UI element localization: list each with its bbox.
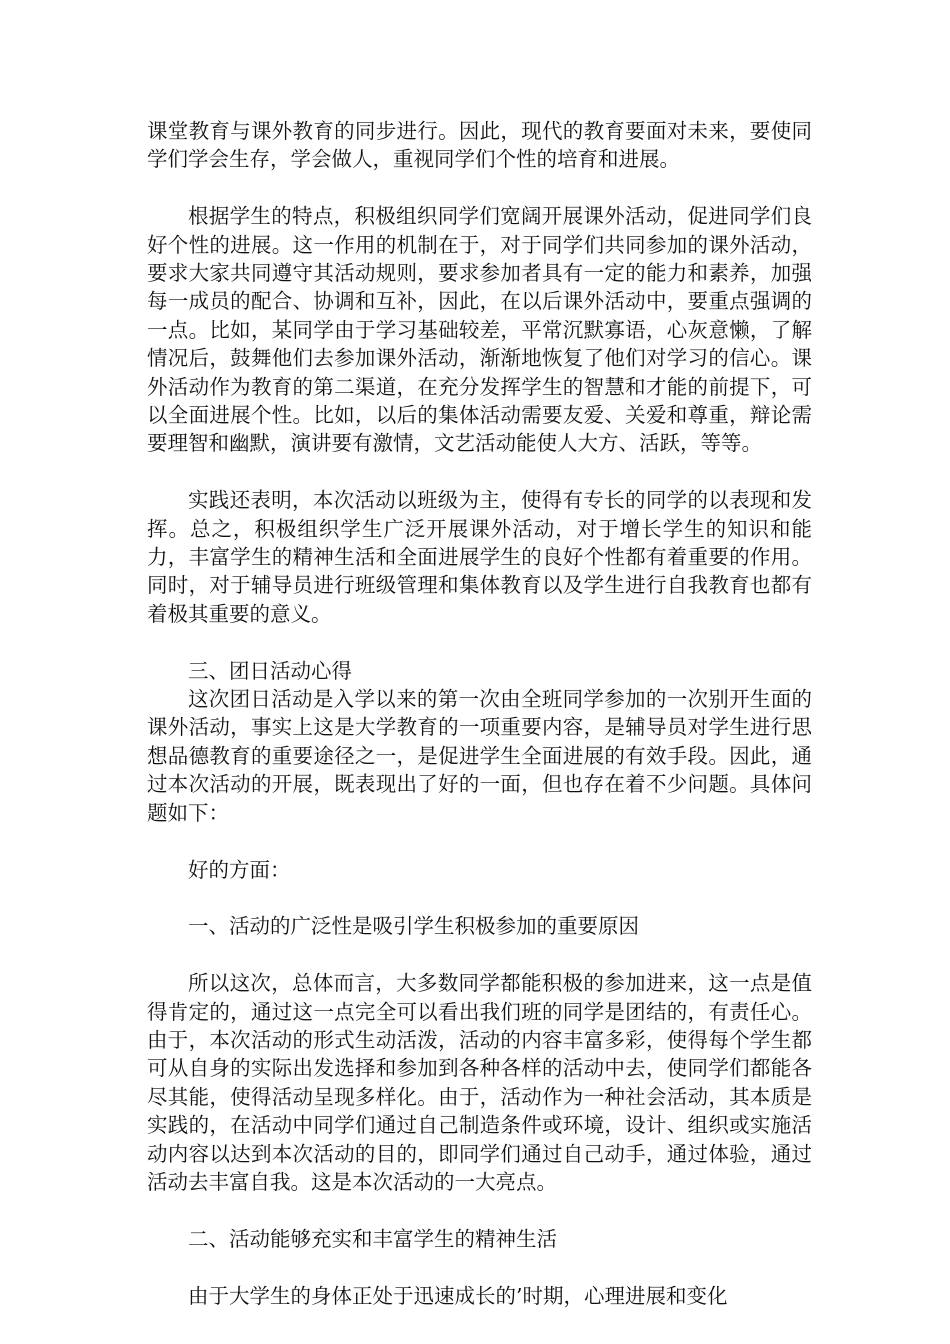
paragraph-gap — [147, 458, 812, 486]
point-heading-2: 二、活动能够充实和丰富学生的精神生活 — [188, 1226, 557, 1251]
paragraph-tuanri: 这次团日活动是入学以来的第一次由全班同学参加的一次别开生面的课外活动，事实上这是大学教育的一项重要内容，是辅导员对学生进行思想品德教育的重要途径之一，是促进学生全面进展的有效手段。因此，通过本次活动的开展，既表现出了好的一面，但也存在着不少问题。具体问题如下： — [147, 687, 812, 825]
good-aspects-label: 好的方面： — [188, 857, 291, 882]
paragraph-gap — [147, 884, 812, 912]
paragraph-intro: 课堂教育与课外教育的同步进行。因此，现代的教育要面对未来，要使同学们学会生存，学会做人，重视同学们个性的培育和进展。 — [147, 119, 812, 172]
paragraph-gap — [147, 628, 812, 656]
paragraph-gap — [147, 827, 812, 855]
paragraph-activity: 根据学生的特点，积极组织同学们宽阔开展课外活动，促进同学们良好个性的进展。这一作用的机制在于，对于同学们共同参加的课外活动，要求大家共同遵守其活动规则，要求参加者具有一定的能力和素养，加强每一成员的配合、协调和互补，因此，在以后课外活动中，要重点强调的一点。比如，某同学由于学习基础较差，平常沉默寡语，心灰意懒，了解情况后，鼓舞他们去参加课外活动，渐渐地恢复了他们对学习的信心。课外活动作为教育的第二渠道，在充分发挥学生的智慧和才能的前提下，可以全面进展个性。比如，以后的集体活动需要友爱、关爱和尊重，辩论需要理智和幽默，演讲要有激情，文艺活动能使人大方、活跃，等等。 — [147, 204, 812, 456]
document-body — [147, 117, 812, 1310]
section-heading-3: 三、团日活动心得 — [188, 658, 352, 683]
paragraph-point-2: 由于大学生的身体正处于迅速成长的’时期，心理进展和变化 — [188, 1283, 728, 1308]
paragraph-gap — [147, 1253, 812, 1281]
paragraph-gap — [147, 174, 812, 202]
point-heading-1: 一、活动的广泛性是吸引学生积极参加的重要原因 — [188, 914, 639, 939]
paragraph-gap — [147, 941, 812, 969]
paragraph-practice: 实践还表明，本次活动以班级为主，使得有专长的同学的以表现和发挥。总之，积极组织学生广泛开展课外活动，对于增长学生的知识和能力，丰富学生的精神生活和全面进展学生的良好个性都有着重要的作用。同时，对于辅导员进行班级管理和集体教育以及学生进行自我教育也都有着极其重要的意义。 — [147, 488, 812, 626]
paragraph-gap — [147, 1196, 812, 1224]
paragraph-point-1: 所以这次，总体而言，大多数同学都能积极的参加进来，这一点是值得肯定的，通过这一点完全可以看出我们班的同学是团结的，有责任心。由于，本次活动的形式生动活泼，活动的内容丰富多彩，使得每个学生都可从自身的实际出发选择和参加到各种各样的活动中去，使同学们都能各尽其能，使得活动呈现多样化。由于，活动作为一种社会活动，其本质是实践的，在活动中同学们通过自己制造条件或环境，设计、组织或实施活动内容以达到本次活动的目的，即同学们通过自己动手，通过体验，通过活动去丰富自我。这是本次活动的一大亮点。 — [147, 971, 812, 1194]
